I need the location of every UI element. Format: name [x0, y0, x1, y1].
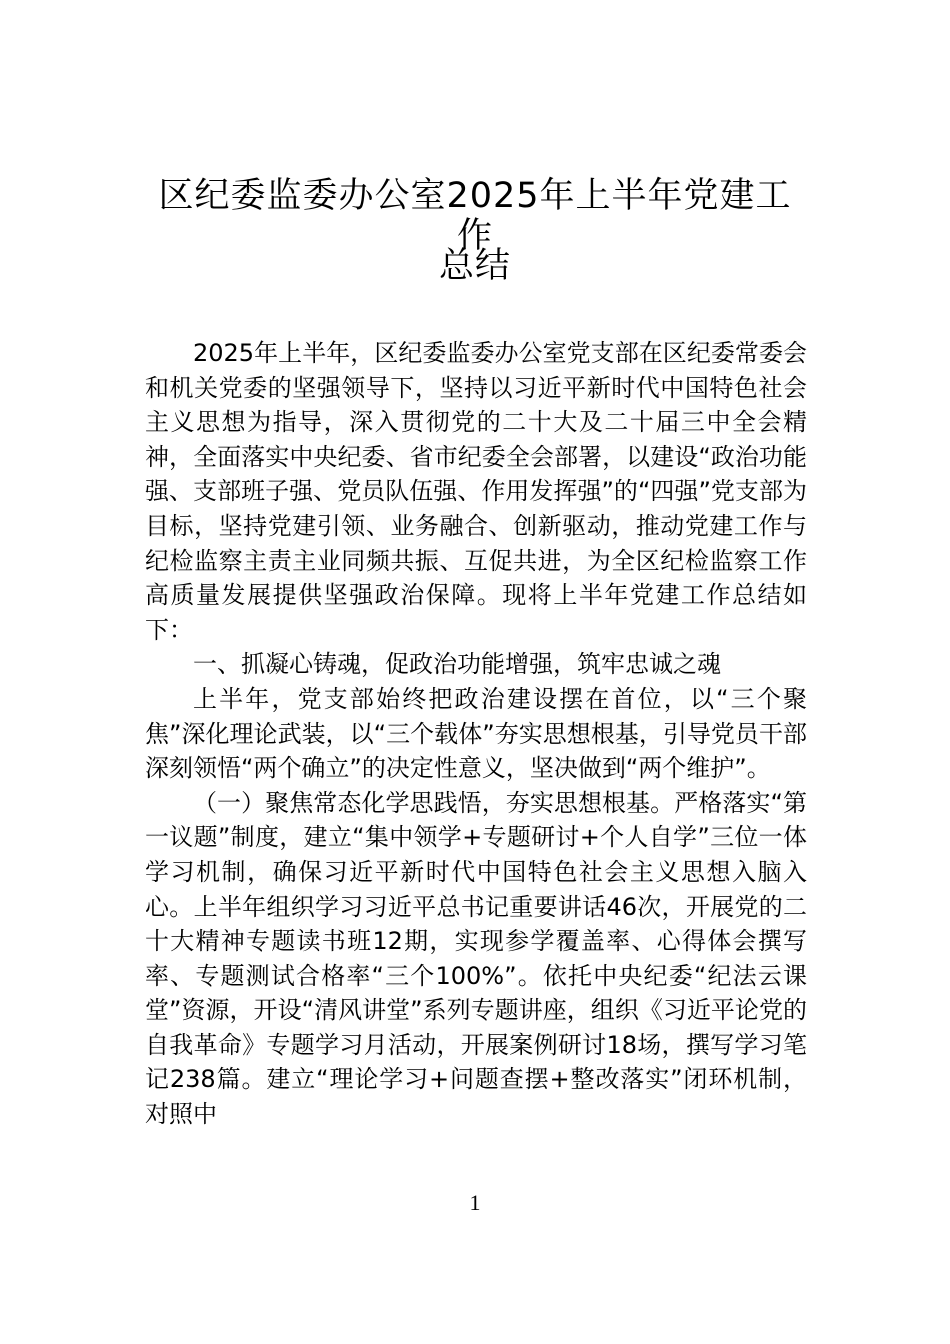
document-body — [145, 336, 807, 1132]
page-number: 1 — [469, 1190, 481, 1215]
section-1-paragraph: 上半年，党支部始终把政治建设摆在首位，以“三个聚焦”深化理论武装，以“三个载体”夯实思想根基，引导党员干部深刻领悟“两个确立”的决定性意义，坚决做到“两个维护”。 — [145, 684, 807, 783]
section-heading-1: 一、抓凝心铸魂，促政治功能增强，筑牢忠诚之魂 — [193, 650, 721, 679]
document-title-line-2: 总结 — [438, 246, 511, 286]
document-title-line-1: 区纪委监委办公室2025年上半年党建工作 — [158, 176, 792, 256]
subsection-1-paragraph: （一）聚焦常态化学思践悟，夯实思想根基。严格落实“第一议题”制度，建立“集中领学+专题研讨+个人自学”三位一体学习机制，确保习近平新时代中国特色社会主义思想入脑入心。上半年组织学习习近平总书记重要讲话46次，开展党的二十大精神专题读书班12期，实现参学覆盖率、心得体会撰写率、专题测试合格率“三个100%”。依托中央纪委“纪法云课堂”资源，开设“清风讲堂”系列专题讲座，组织《习近平论党的自我革命》专题学习月活动，开展案例研讨18场，撰写学习笔记238篇。建立“理论学习+问题查摆+整改落实”闭环机制，对照中 — [145, 788, 807, 1129]
intro-paragraph: 2025年上半年，区纪委监委办公室党支部在区纪委常委会和机关党委的坚强领导下，坚持以习近平新时代中国特色社会主义思想为指导，深入贯彻党的二十大及二十届三中全会精神，全面落实中央纪委、省市纪委全会部署，以建设“政治功能强、支部班子强、党员队伍强、作用发挥强”的“四强”党支部为目标，坚持党建引领、业务融合、创新驱动，推动党建工作与纪检监察主责主业同频共振、互促共进，为全区纪检监察工作高质量发展提供坚强政治保障。现将上半年党建工作总结如下： — [145, 339, 807, 644]
